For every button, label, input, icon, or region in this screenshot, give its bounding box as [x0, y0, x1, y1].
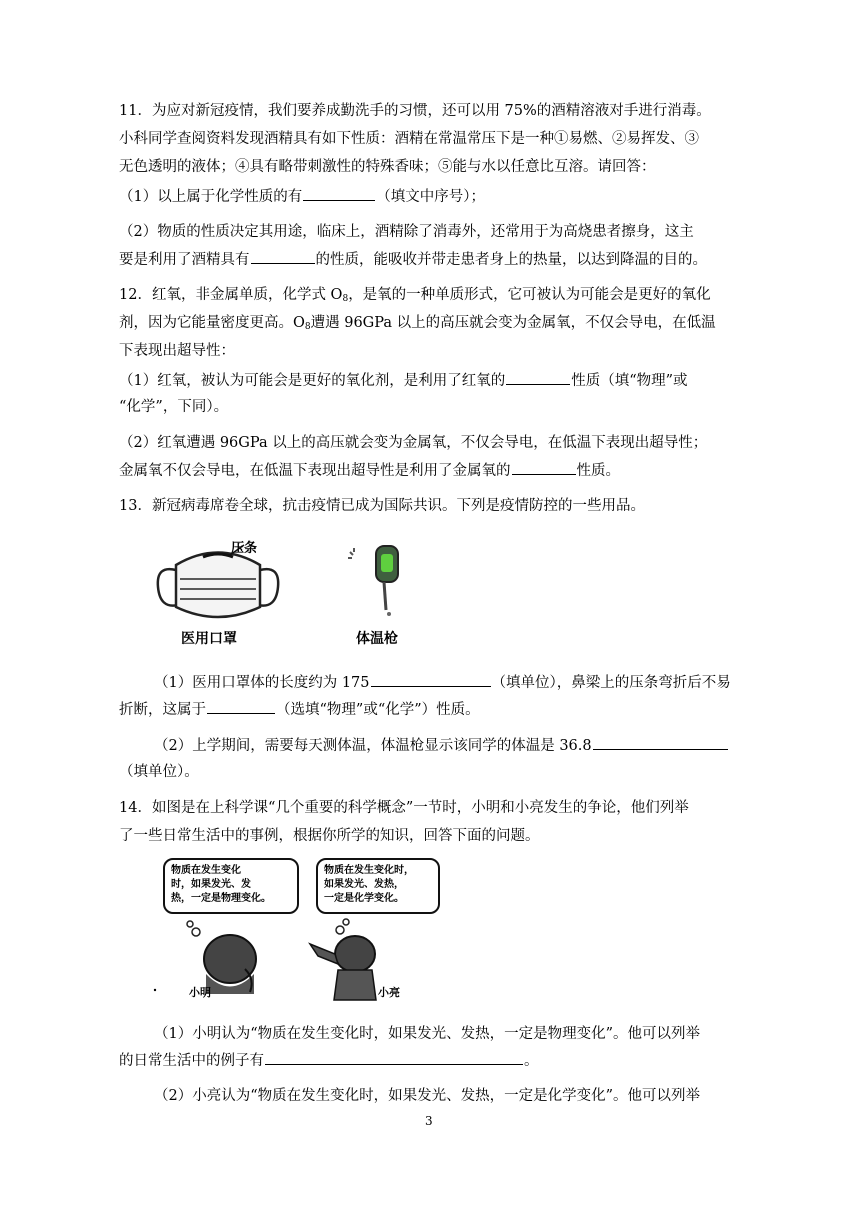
- q12-part2-line1: （2）红氧遭遇 96GPa 以上的高压就会变为金属氧，不仅会导电，在低温下表现出超导性；: [119, 435, 708, 451]
- bubble1-line3: 热，一定是物理变化。: [171, 893, 271, 904]
- q12-formula-subscript-2: 8: [304, 322, 311, 332]
- name-xiaoliang: 小亮: [378, 986, 400, 999]
- bubble1-line1: 物质在发生变化: [171, 865, 241, 876]
- q12-line1-b: ，是氧的一种单质形式，它可被认为可能会是更好的氧化: [348, 287, 711, 303]
- q13-part1-hint: （填单位），鼻梁上的压条弯折后不易: [491, 675, 731, 691]
- mask-strip-label: 压条: [231, 541, 258, 556]
- q12-part2-blank[interactable]: [512, 460, 576, 475]
- bubble2-line3: 一定是化学变化。: [324, 893, 404, 904]
- q12-line2-b: 遭遇 96GPa 以上的高压就会变为金属氧，不仅会导电，在低温: [310, 315, 716, 331]
- name-xiaoming: 小明: [189, 986, 211, 999]
- q12-part1-blank[interactable]: [506, 370, 570, 385]
- q14-line1: 14．如图是在上科学课“几个重要的科学概念”一节时，小明和小亮发生的争论，他们列举: [119, 800, 689, 816]
- q13-part1-text: （1）医用口罩体的长度约为 175: [154, 675, 370, 691]
- thermometer-gun-illustration: [340, 540, 410, 620]
- q14-part1-period: 。: [524, 1053, 539, 1069]
- q11-part1-hint: （填文中序号）；: [376, 189, 485, 205]
- q13-line1: 13．新冠病毒席卷全球，抗击疫情已成为国际共识。下列是疫情防控的一些用品。: [119, 498, 645, 514]
- mask-label: 医用口罩: [181, 631, 237, 647]
- q11-part2-line2: [119, 249, 707, 270]
- bubble2-line2: 如果发光、发热，: [324, 879, 404, 890]
- q14-line2: 了一些日常生活中的事例，根据你所学的知识，回答下面的问题。: [119, 828, 540, 844]
- q11-line1: 11．为应对新冠疫情，我们要养成勤洗手的习惯，还可以用 75%的酒精溶液对手进行消毒。: [119, 103, 711, 119]
- q14-part1-text: 的日常生活中的例子有: [119, 1053, 264, 1069]
- q11-part2-blank[interactable]: [251, 249, 315, 264]
- q13-part2-text: （2）上学期间，需要每天测体温，体温枪显示该同学的体温是 36.8: [154, 738, 592, 754]
- q12-line2: [119, 313, 716, 337]
- q13-part1-line1: [154, 672, 731, 693]
- q11-line3: 无色透明的液体；④具有略带刺激性的特殊香味；⑤能与水以任意比互溶。请回答：: [119, 159, 656, 175]
- q12-part2-text: 金属氧不仅会导电，在低温下表现出超导性是利用了金属氧的: [119, 463, 511, 479]
- q12-part1-hint: 性质（填“物理”或: [571, 373, 688, 389]
- q12-line1: [119, 285, 711, 309]
- q11-line2: 小科同学查阅资料发现酒精具有如下性质：酒精在常温常压下是一种①易燃、②易挥发、③: [119, 131, 699, 147]
- q12-part1-text: （1）红氧，被认为可能会是更好的氧化剂，是利用了红氧的: [119, 373, 506, 389]
- speech-bubble-xiaoming: [163, 858, 299, 914]
- q12-part1: [119, 370, 688, 391]
- q12-part2-tail: 性质。: [576, 463, 620, 479]
- bubble2-line1: 物质在发生变化时，: [324, 865, 414, 876]
- q11-part1: [119, 186, 485, 207]
- q12-part2-line2: [119, 460, 620, 481]
- q11-part2-text: 要是利用了酒精具有: [119, 252, 250, 268]
- q12-line1-a: 12．红氧，非金属单质，化学式 O: [119, 287, 343, 303]
- bubble1-line2: 时，如果发光、发: [171, 879, 251, 890]
- q12-line2-a: 剂，因为它能量密度更高。O: [119, 315, 305, 331]
- q11-part1-blank[interactable]: [303, 186, 375, 201]
- q13-part1-line2: [119, 699, 480, 720]
- q14-part1-line2: [119, 1050, 539, 1071]
- thermometer-label: 体温枪: [356, 631, 398, 647]
- mask-illustration: [148, 535, 288, 625]
- q11-part1-text: （1）以上属于化学性质的有: [119, 189, 303, 205]
- speech-bubble-xiaoliang: [316, 858, 440, 914]
- q12-line3: 下表现出超导性：: [119, 343, 235, 359]
- q13-part1-text2: 折断，这属于: [119, 702, 206, 718]
- q13-part2-line2: （填单位）。: [119, 764, 199, 780]
- q11-part2-tail: 的性质，能吸收并带走患者身上的热量，以达到降温的目的。: [315, 252, 707, 268]
- q12-part1-line2: “化学”，下同）。: [119, 399, 229, 415]
- q11-part2-line1: （2）物质的性质决定其用途，临床上，酒精除了消毒外，还常用于为高烧患者擦身，这主: [119, 224, 694, 240]
- q14-part2-line1: （2）小亮认为“物质在发生变化时，如果发光、发热，一定是化学变化”。他可以列举: [154, 1088, 701, 1104]
- q13-part2-blank[interactable]: [593, 735, 728, 750]
- q13-part2-line1: [154, 735, 729, 756]
- q13-part1-hint2: （选填“物理”或“化学”）性质。: [276, 702, 480, 718]
- q12-formula-subscript: 8: [342, 294, 349, 304]
- q13-part1-blank-property[interactable]: [207, 699, 275, 714]
- q14-part1-blank[interactable]: [265, 1050, 523, 1065]
- q13-part1-blank-unit[interactable]: [371, 672, 491, 687]
- page-number: 3: [425, 1114, 433, 1128]
- q14-part1-line1: （1）小明认为“物质在发生变化时，如果发光、发热，一定是物理变化”。他可以列举: [154, 1026, 701, 1042]
